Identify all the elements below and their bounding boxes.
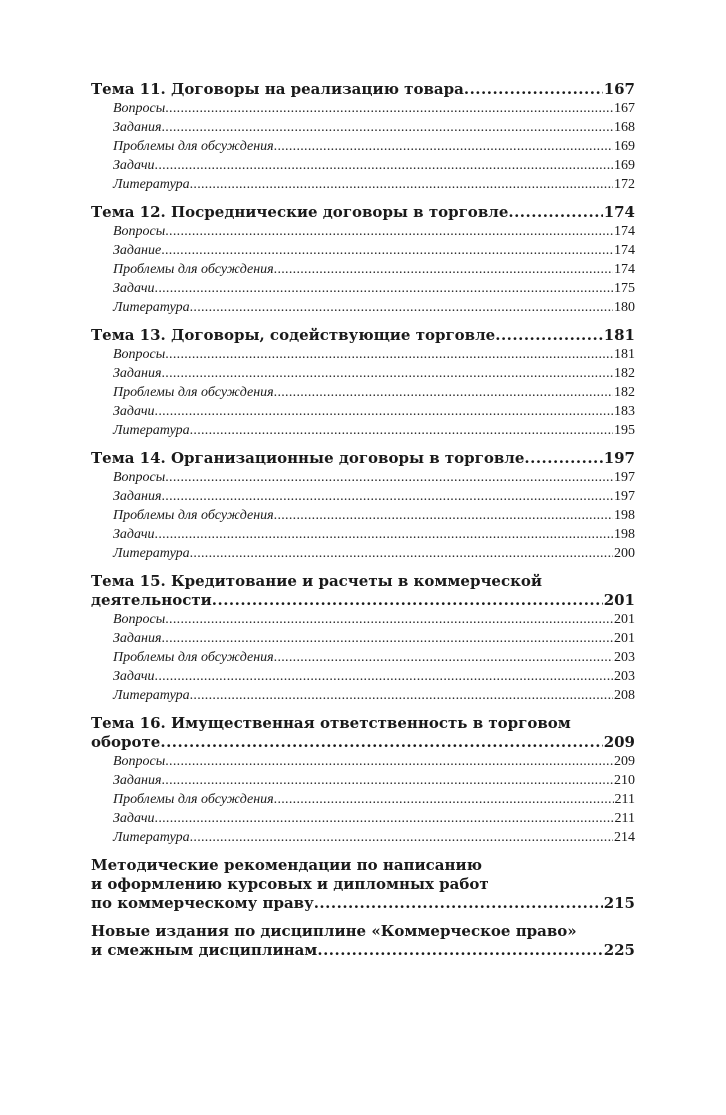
toc-subentry[interactable] [91, 175, 635, 194]
dot-leader [161, 364, 613, 383]
toc-section [91, 856, 635, 913]
dot-leader [155, 156, 613, 175]
dot-leader [155, 279, 613, 298]
toc-subentry-page: 172 [614, 177, 635, 192]
toc-heading-title: деятельности [91, 591, 212, 609]
dot-leader [161, 629, 613, 648]
toc-subentry-label: Литература [113, 423, 190, 438]
toc-subentry[interactable] [91, 648, 635, 667]
toc-heading-line: Новые издания по дисциплине «Коммерческое право» [91, 922, 577, 940]
toc-subentry-page: 211 [614, 811, 635, 826]
dot-leader [212, 591, 603, 610]
toc-subentry[interactable] [91, 241, 635, 260]
dot-leader [161, 241, 613, 260]
toc-subentry[interactable] [91, 137, 635, 156]
dot-leader [161, 771, 613, 790]
toc-subentry-label: Проблемы для обсуждения [113, 508, 274, 523]
toc-subentry[interactable] [91, 364, 635, 383]
toc-heading-entry[interactable] [91, 326, 635, 345]
toc-subentry[interactable] [91, 610, 635, 629]
dot-leader [190, 828, 613, 847]
toc-subentry-page: 180 [614, 300, 635, 315]
toc-subentry-page: 169 [614, 139, 635, 154]
toc-heading-page: 215 [603, 894, 635, 912]
toc-subentry-label: Проблемы для обсуждения [113, 262, 274, 277]
dot-leader [274, 790, 614, 809]
toc-subentry-label: Проблемы для обсуждения [113, 792, 274, 807]
toc-subentry-page: 208 [614, 688, 635, 703]
toc-subentry-page: 198 [614, 508, 635, 523]
toc-subentry-page: 203 [614, 669, 635, 684]
toc-subentry[interactable] [91, 383, 635, 402]
toc-subentry-page: 197 [614, 489, 635, 504]
toc-subentry[interactable] [91, 752, 635, 771]
toc-subentry-label: Задания [113, 120, 162, 135]
toc-heading-title: Тема 14. Организационные договоры в торговле [91, 449, 525, 467]
toc-subentry[interactable] [91, 828, 635, 847]
toc-subentry-label: Задания [113, 631, 162, 646]
toc-subentry-page: 167 [614, 101, 635, 116]
toc-subentry-page: 214 [614, 830, 635, 845]
dot-leader [317, 941, 602, 960]
toc-subentry-page: 174 [614, 224, 635, 239]
toc-subentry-page: 198 [614, 527, 635, 542]
toc-subentry-label: Вопросы [113, 754, 166, 769]
toc-heading-line: и оформлению курсовых и дипломных работ [91, 875, 489, 893]
toc-subentry-label: Вопросы [113, 470, 166, 485]
toc-subentry-label: Задачи [113, 404, 155, 419]
toc-subentry-label: Задания [113, 489, 162, 504]
toc-subentry[interactable] [91, 468, 635, 487]
toc-subentry-label: Литература [113, 300, 190, 315]
toc-subentry[interactable] [91, 279, 635, 298]
toc-subentry[interactable] [91, 809, 635, 828]
toc-heading-line: Тема 15. Кредитование и расчеты в коммерческой [91, 572, 543, 590]
dot-leader [190, 686, 613, 705]
toc-subentry-label: Литература [113, 688, 190, 703]
dot-leader [155, 809, 614, 828]
toc-subentry-label: Задачи [113, 811, 155, 826]
toc-subentry-label: Проблемы для обсуждения [113, 385, 274, 400]
toc-subentry-label: Проблемы для обсуждения [113, 139, 274, 154]
toc-subentry-page: 200 [614, 546, 635, 561]
toc-subentry-label: Литература [113, 830, 190, 845]
toc-section [91, 572, 635, 705]
dot-leader [274, 260, 613, 279]
dot-leader [165, 468, 613, 487]
toc-heading-page: 181 [603, 326, 635, 344]
toc-subentry[interactable] [91, 99, 635, 118]
toc-subentry[interactable] [91, 222, 635, 241]
toc-subentry-page: 210 [614, 773, 635, 788]
toc-subentry[interactable] [91, 771, 635, 790]
toc-subentry-label: Вопросы [113, 347, 166, 362]
toc-subentry-page: 203 [614, 650, 635, 665]
toc-subentry-page: 168 [614, 120, 635, 135]
toc-subentry-page: 182 [614, 366, 635, 381]
toc-heading-entry[interactable] [91, 941, 635, 960]
toc-section [91, 326, 635, 440]
toc-subentry[interactable] [91, 345, 635, 364]
dot-leader [165, 610, 613, 629]
toc-heading-entry[interactable] [91, 894, 635, 913]
toc-heading-entry[interactable] [91, 203, 635, 222]
dot-leader [155, 525, 613, 544]
dot-leader [160, 733, 602, 752]
toc-subentry[interactable] [91, 487, 635, 506]
toc-subentry[interactable] [91, 118, 635, 137]
toc-subentry-label: Вопросы [113, 224, 166, 239]
toc-subentry-page: 195 [614, 423, 635, 438]
toc-subentry[interactable] [91, 667, 635, 686]
toc-heading-page: 174 [603, 203, 635, 221]
toc-subentry[interactable] [91, 298, 635, 317]
dot-leader [165, 99, 613, 118]
dot-leader [274, 383, 613, 402]
toc-subentry-page: 181 [614, 347, 635, 362]
dot-leader [508, 203, 602, 222]
toc-heading-page: 201 [603, 591, 635, 609]
toc-subentry-label: Задачи [113, 281, 155, 296]
toc-heading-page: 197 [603, 449, 635, 467]
table-of-contents [91, 80, 635, 969]
toc-heading-entry[interactable] [91, 449, 635, 468]
toc-subentry-label: Задания [113, 773, 162, 788]
toc-subentry[interactable] [91, 629, 635, 648]
dot-leader [274, 137, 613, 156]
toc-subentry-label: Задания [113, 366, 162, 381]
toc-section [91, 922, 635, 960]
dot-leader [190, 298, 613, 317]
toc-subentry-page: 201 [614, 612, 635, 627]
dot-leader [274, 506, 613, 525]
toc-subentry[interactable] [91, 421, 635, 440]
toc-heading-line: Тема 16. Имущественная ответственность в торговом [91, 714, 571, 732]
dot-leader [274, 648, 613, 667]
dot-leader [314, 894, 603, 913]
toc-subentry-page: 169 [614, 158, 635, 173]
toc-heading-page: 209 [603, 733, 635, 751]
dot-leader [190, 421, 613, 440]
toc-heading-page: 167 [603, 80, 635, 98]
toc-heading-title: обороте [91, 733, 161, 751]
toc-subentry[interactable] [91, 544, 635, 563]
toc-section [91, 714, 635, 847]
toc-subentry-label: Вопросы [113, 612, 166, 627]
toc-subentry-page: 201 [614, 631, 635, 646]
toc-heading-title: по коммерческому праву [91, 894, 314, 912]
toc-heading-title: Тема 12. Посреднические договоры в торговле [91, 203, 509, 221]
toc-subentry-label: Задачи [113, 669, 155, 684]
toc-subentry[interactable] [91, 790, 635, 809]
dot-leader [190, 544, 613, 563]
toc-subentry[interactable] [91, 260, 635, 279]
toc-heading-page: 225 [603, 941, 635, 959]
dot-leader [190, 175, 613, 194]
dot-leader [155, 402, 613, 421]
toc-subentry-label: Задачи [113, 527, 155, 542]
toc-subentry-label: Задание [113, 243, 162, 258]
toc-subentry-label: Литература [113, 546, 190, 561]
toc-heading-line: Методические рекомендации по написанию [91, 856, 482, 874]
toc-subentry[interactable] [91, 525, 635, 544]
toc-subentry[interactable] [91, 402, 635, 421]
toc-subentry-page: 183 [614, 404, 635, 419]
toc-subentry-page: 211 [614, 792, 635, 807]
toc-subentry-page: 174 [614, 262, 635, 277]
toc-subentry-page: 197 [614, 470, 635, 485]
toc-section [91, 449, 635, 563]
dot-leader [524, 449, 602, 468]
toc-heading-title: Тема 13. Договоры, содействующие торговле [91, 326, 496, 344]
toc-subentry-label: Проблемы для обсуждения [113, 650, 274, 665]
toc-subentry[interactable] [91, 156, 635, 175]
dot-leader [464, 80, 603, 99]
dot-leader [165, 345, 613, 364]
dot-leader [161, 118, 613, 137]
toc-subentry-page: 174 [614, 243, 635, 258]
toc-subentry-label: Литература [113, 177, 190, 192]
toc-subentry-page: 209 [614, 754, 635, 769]
toc-heading-entry[interactable] [91, 80, 635, 99]
toc-heading-title: и смежным дисциплинам [91, 941, 318, 959]
toc-subentry[interactable] [91, 506, 635, 525]
toc-heading-entry[interactable] [91, 591, 635, 610]
toc-heading-title: Тема 11. Договоры на реализацию товара [91, 80, 464, 98]
dot-leader [495, 326, 602, 345]
toc-section [91, 203, 635, 317]
dot-leader [165, 222, 613, 241]
toc-subentry-page: 182 [614, 385, 635, 400]
toc-section [91, 80, 635, 194]
dot-leader [165, 752, 613, 771]
toc-subentry[interactable] [91, 686, 635, 705]
toc-subentry-page: 175 [614, 281, 635, 296]
dot-leader [161, 487, 613, 506]
toc-subentry-label: Вопросы [113, 101, 166, 116]
toc-heading-entry[interactable] [91, 733, 635, 752]
dot-leader [155, 667, 613, 686]
toc-subentry-label: Задачи [113, 158, 155, 173]
